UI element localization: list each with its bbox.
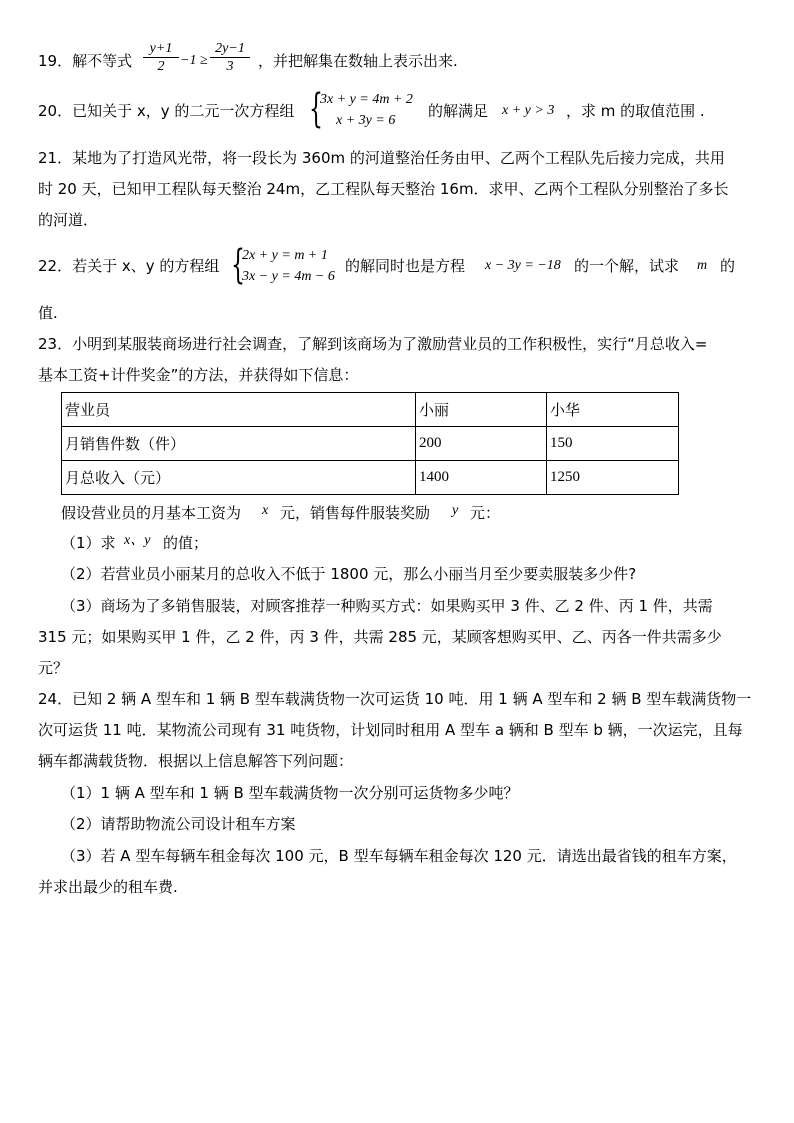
q20-condition: x + y > 3	[502, 103, 555, 118]
q23-part-1-vars: x、y	[124, 533, 151, 548]
q20-prefix: 20．已知关于 x，y 的二元一次方程组	[38, 102, 295, 120]
q23-assume-middle: 元，销售每件服装奖励	[280, 504, 431, 522]
table-cell: 营业员	[62, 393, 416, 427]
table-cell: 月总收入（元）	[62, 461, 416, 495]
q24-line-2: 次可运货 11 吨．某物流公司现有 31 吨货物，计划同时租用 A 型车 a 辆和 B 型车 b 辆，一次运完，且每	[38, 721, 743, 739]
q22-suffix: 的	[720, 257, 736, 275]
table-cell: 月销售件数（件）	[62, 427, 416, 461]
q21-line-2: 时 20 天，已知甲工程队每天整治 24m，乙工程队每天整治 16m．求甲、乙两个工程队分别整治了多长	[38, 180, 729, 198]
q23-part-1-suffix: 的值；	[163, 534, 209, 552]
sales-info-table	[61, 392, 679, 495]
q23-assume-suffix: 元：	[470, 504, 501, 522]
q19-suffix: ，并把解集在数轴上表示出来.	[258, 52, 458, 70]
q23-line-1: 23．小明到某服装商场进行社会调查，了解到该商场为了激励营业员的工作积极性，实行“月总收入=	[38, 335, 708, 353]
q24-part-2: （2）请帮助物流公司设计租车方案	[61, 815, 296, 833]
q24-line-3: 辆车都满载货物．根据以上信息解答下列问题：	[38, 752, 354, 770]
q22-equation-3: x − 3y = −18	[485, 258, 561, 273]
q23-assume-x: x	[262, 503, 269, 518]
table-cell: 150	[547, 427, 679, 461]
q23-part-3-line-1: （3）商场为了多销售服装，对顾客推荐一种购买方式：如果购买甲 3 件、乙 2 件、丙 1 件，共需	[61, 597, 713, 615]
q23-part-3-line-3: 元？	[38, 659, 69, 677]
q23-part-1-prefix: （1）求	[61, 534, 116, 552]
q23-line-2: 基本工资+计件奖金”的方法，并获得如下信息：	[38, 366, 359, 384]
q24-part-3-line-1: （3）若 A 型车每辆车租金每次 100 元，B 型车每辆车租金每次 120 元．请选出最省钱的租车方案，	[61, 847, 737, 865]
left-brace-icon: {	[231, 242, 245, 288]
q19-frac1-denominator: 2	[157, 59, 165, 74]
q24-part-3-line-2: 并求出最少的租车费.	[38, 878, 178, 896]
table-cell: 小丽	[416, 393, 547, 427]
q22-variable: m	[697, 258, 708, 273]
q19-fraction-right	[210, 40, 250, 75]
table-cell: 小华	[547, 393, 679, 427]
q20-equation-2: x + 3y = 6	[336, 113, 396, 128]
q22-middle: 的解同时也是方程	[345, 257, 466, 275]
q19-middle: −1 ≥	[180, 53, 208, 68]
table-header-row	[62, 393, 679, 427]
q23-assume-y: y	[452, 503, 459, 518]
table-row	[62, 461, 679, 495]
q19-frac1-numerator: y+1	[149, 41, 173, 56]
table-row	[62, 427, 679, 461]
q21-line-3: 的河道．	[38, 211, 99, 229]
q20-middle: 的解满足	[428, 102, 489, 120]
q20-equation-system	[320, 89, 413, 131]
q23-part-2: （2）若营业员小丽某月的总收入不低于 1800 元，那么小丽当月至少要卖服装多少件?	[61, 565, 637, 583]
left-brace-icon: {	[309, 86, 323, 132]
q20-equation-1: 3x + y = 4m + 2	[320, 92, 413, 107]
q19-frac2-denominator: 3	[226, 59, 234, 74]
q22-middle-2: 的一个解，试求	[574, 257, 680, 275]
q19-frac2-numerator: 2y−1	[215, 41, 245, 56]
q24-line-1: 24．已知 2 辆 A 型车和 1 辆 B 型车载满货物一次可运货 10 吨．用 1 辆 A 型车和 2 辆 B 型车载满货物一	[38, 690, 752, 708]
q22-line-2: 值.	[38, 304, 58, 322]
table-cell: 1400	[416, 461, 547, 495]
table-cell: 1250	[547, 461, 679, 495]
q24-part-1: （1）1 辆 A 型车和 1 辆 B 型车载满货物一次分别可运货物多少吨？	[61, 784, 519, 802]
q22-equation-2: 3x − y = 4m − 6	[242, 269, 335, 284]
q23-assume-prefix: 假设营业员的月基本工资为	[61, 504, 242, 522]
q22-equation-system	[242, 245, 335, 287]
q21-line-1: 21．某地为了打造风光带，将一段长为 360m 的河道整治任务由甲、乙两个工程队先后接力完成，共用	[38, 149, 725, 167]
q19-fraction-left	[143, 40, 179, 75]
q22-prefix: 22．若关于 x、y 的方程组	[38, 257, 220, 275]
q22-equation-1: 2x + y = m + 1	[242, 248, 328, 263]
q20-suffix: ，求 m 的取值范围 .	[566, 102, 705, 120]
table-cell: 200	[416, 427, 547, 461]
q19-prefix: 19．解不等式	[38, 52, 133, 70]
q23-part-3-line-2: 315 元；如果购买甲 1 件，乙 2 件，丙 3 件，共需 285 元，某顾客想购买甲、乙、丙各一件共需多少	[38, 628, 722, 646]
